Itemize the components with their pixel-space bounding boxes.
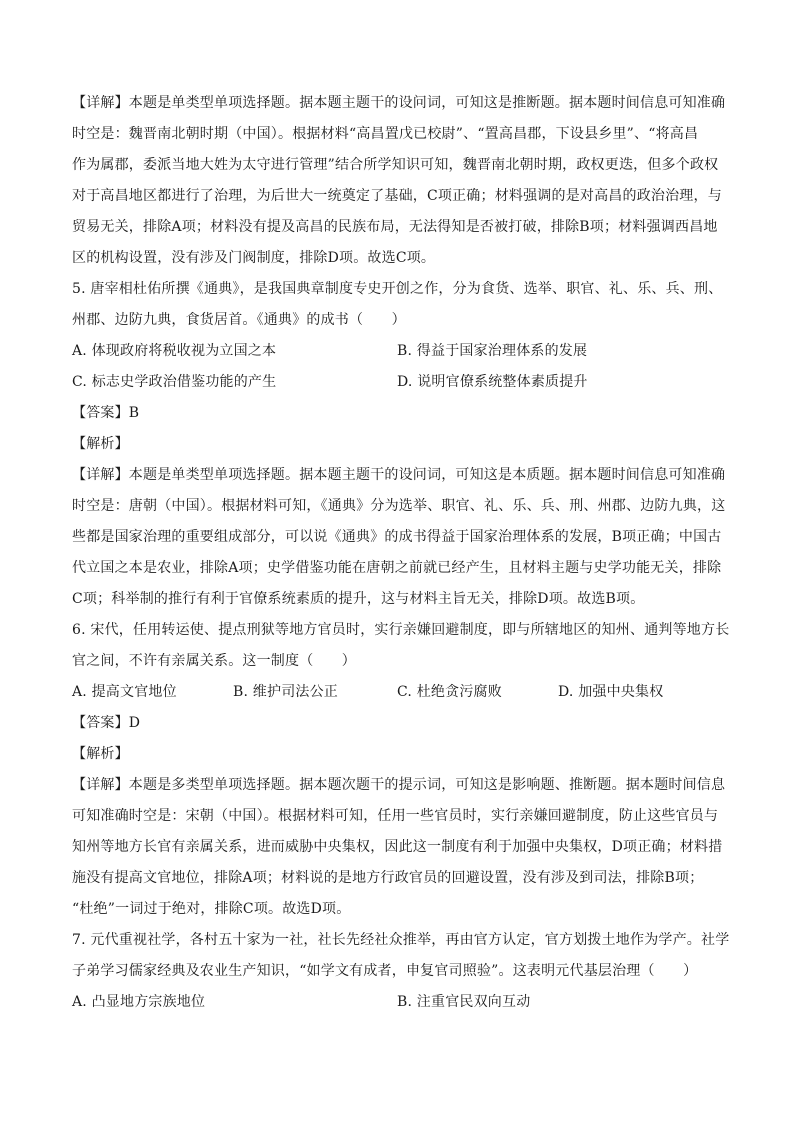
answer-label: 【答案】D	[72, 715, 141, 731]
question-stem: 5. 唐宰相杜佑所撰《通典》，是我国典章制度专史开创之作，分为食货、选举、职官、礼、乐、兵、刑、	[72, 281, 723, 297]
option-c: C. 标志史学政治借鉴功能的产生	[72, 374, 277, 390]
question-5	[72, 274, 726, 615]
question-stem: 州郡、边防九典，食货居首。《通典》的成书（ ）	[72, 312, 406, 328]
option-row	[72, 987, 722, 1018]
option-a: A. 体现政府将税收视为立国之本	[72, 343, 277, 359]
text-line: “杜绝”一词过于绝对，排除C项。故选D项。	[72, 901, 351, 917]
text-line: 时空是：唐朝（中国）。根据材料可知，《通典》分为选举、职官、礼、乐、兵、刑、州郡、边防九典，这	[72, 498, 726, 514]
text-line: 区的机构设置，没有涉及门阀制度，排除D项。故选C项。	[72, 250, 436, 266]
question-6	[72, 615, 730, 925]
text-line: 时空是：魏晋南北朝时期（中国）。根据材料“高昌置戊已校尉”、“置高昌郡，下设县乡里”、“将高昌	[72, 126, 699, 142]
option-a: A. 提高文官地位	[72, 684, 177, 700]
text-line: 对于高昌地区都进行了治理，为后世大一统奠定了基础，C项正确；材料强调的是对高昌的政治治理，与	[72, 188, 722, 204]
text-line: 可知准确时空是：宋朝（中国）。根据材料可知，任用一些官员时，实行亲嫌回避制度，防止这些官员与	[72, 808, 719, 824]
option-row	[72, 677, 722, 708]
option-row	[72, 367, 722, 398]
text-line: 些都是国家治理的重要组成部分，可以说《通典》的成书得益于国家治理体系的发展，B项正确；中国古	[72, 529, 722, 545]
option-a: A. 凸显地方宗族地位	[72, 994, 206, 1010]
option-row	[72, 336, 722, 367]
text-line: 施没有提高文官地位，排除A项；材料说的是地方行政官员的回避设置，没有涉及到司法，排除B项；	[72, 870, 704, 886]
q4-detail	[72, 88, 726, 274]
question-stem: 官之间，不许有亲属关系。这一制度（ ）	[72, 653, 356, 669]
option-b: B. 得益于国家治理体系的发展	[397, 343, 588, 359]
option-b: B. 注重官民双向互动	[397, 994, 531, 1010]
text-line: C项；科举制的推行有利于官僚系统素质的提升，这与材料主旨无关，排除D项。故选B项。	[72, 591, 645, 607]
text-line: 代立国之本是农业，排除A项；史学借鉴功能在唐朝之前就已经产生，且材料主题与史学功能无关，排除	[72, 560, 722, 576]
text-line: 【详解】本题是单类型单项选择题。据本题主题干的设问词，可知这是本质题。据本题时间信息可知准确	[72, 467, 726, 483]
analysis-label: 【解析】	[72, 436, 129, 452]
text-line: 【详解】本题是多类型单项选择题。据本题次题干的提示词，可知这是影响题、推断题。据本题时间信息	[72, 777, 726, 793]
text-line: 贸易无关，排除A项；材料没有提及高昌的民族布局，无法得知是否被打破，排除B项；材料强调西昌地	[72, 219, 718, 235]
document-page	[72, 88, 730, 1018]
option-d: D. 说明官僚系统整体素质提升	[397, 374, 588, 390]
question-stem: 6. 宋代，任用转运使、提点刑狱等地方官员时，实行亲嫌回避制度，即与所辖地区的知州、通判等地方长	[72, 622, 730, 638]
analysis-label: 【解析】	[72, 746, 129, 762]
option-c: C. 杜绝贪污腐败	[397, 684, 502, 700]
text-line: 知州等地方长官有亲属关系，进而威胁中央集权，因此这一制度有利于加强中央集权，D项正确；材料措	[72, 839, 723, 855]
question-stem: 7. 元代重视社学，各村五十家为一社，社长先经社众推举，再由官方认定，官方划拨土地作为学产。社学	[72, 932, 730, 948]
text-line: 作为属郡，委派当地大姓为太守进行管理”结合所学知识可知，魏晋南北朝时期，政权更迭，但多个政权	[72, 157, 719, 173]
answer-label: 【答案】B	[72, 405, 140, 421]
option-b: B. 维护司法公正	[233, 684, 338, 700]
question-7	[72, 925, 730, 1018]
question-stem: 子弟学习儒家经典及农业生产知识，“如学文有成者，申复官司照验”。这表明元代基层治理（ ）	[72, 963, 698, 979]
option-d: D. 加强中央集权	[558, 684, 664, 700]
text-line: 【详解】本题是单类型单项选择题。据本题主题干的设问词，可知这是推断题。据本题时间信息可知准确	[72, 95, 726, 111]
